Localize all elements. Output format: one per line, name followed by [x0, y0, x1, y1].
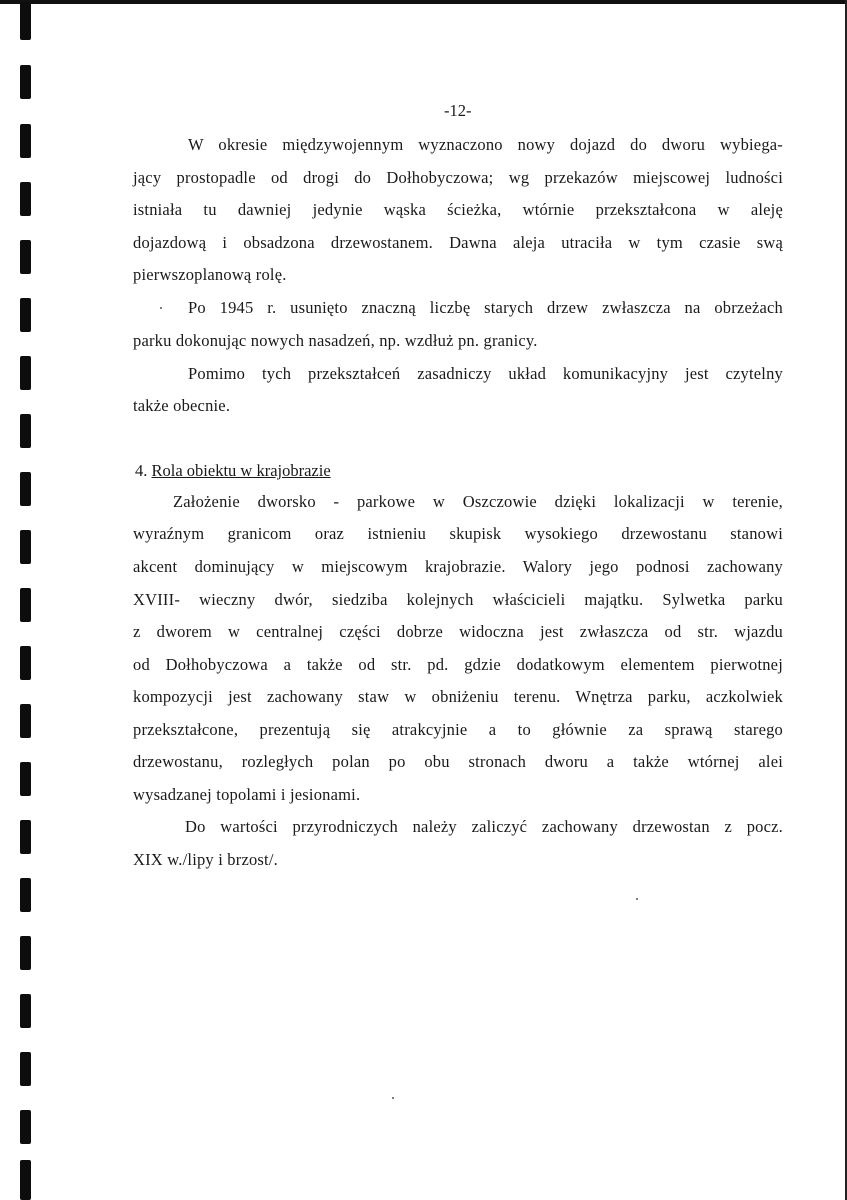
page-top-edge	[0, 0, 847, 4]
binding-hole	[20, 1052, 31, 1086]
text-line: drzewostanu, rozległych polan po obu stronach dworu a także wtórnej alei	[133, 752, 783, 771]
binding-hole	[20, 298, 31, 332]
binding-holes	[0, 0, 40, 1200]
section-heading	[135, 461, 331, 481]
text-line: kompozycji jest zachowany staw w obniżeniu terenu. Wnętrza parku, aczkolwiek	[133, 687, 783, 706]
binding-hole	[20, 820, 31, 854]
text-line: dojazdową i obsadzona drzewostanem. Dawna aleja utraciła w tym czasie swą	[133, 233, 783, 252]
text-line: pierwszoplanową rolę.	[133, 265, 287, 284]
binding-hole	[20, 530, 31, 564]
binding-hole	[20, 762, 31, 796]
text-line: wysadzanej topolami i jesionami.	[133, 785, 361, 804]
binding-hole	[20, 878, 31, 912]
binding-hole	[20, 414, 31, 448]
section-title: Rola obiektu w krajobrazie	[151, 461, 331, 480]
scan-speck	[160, 307, 162, 309]
text-line: Do wartości przyrodniczych należy zaliczyć zachowany drzewostan z pocz.	[185, 817, 783, 836]
text-line: XVIII- wieczny dwór, siedziba kolejnych właścicieli majątku. Sylwetka parku	[133, 590, 783, 609]
binding-hole	[20, 2, 31, 40]
binding-hole	[20, 704, 31, 738]
text-line: istniała tu dawniej jedynie wąska ścieżka, wtórnie przekształcona w aleję	[133, 200, 783, 219]
text-line: od Dołhobyczowa a także od str. pd. gdzie dodatkowym elementem pierwotnej	[133, 655, 783, 674]
binding-hole	[20, 936, 31, 970]
text-line: Pomimo tych przekształceń zasadniczy układ komunikacyjny jest czytelny	[188, 364, 783, 383]
text-line: z dworem w centralnej części dobrze widoczna jest zwłaszcza od str. wjazdu	[133, 622, 783, 641]
text-line: akcent dominujący w miejscowym krajobrazie. Walory jego podnosi zachowany	[133, 557, 783, 576]
text-line: Po 1945 r. usunięto znaczną liczbę starych drzew zwłaszcza na obrzeżach	[188, 298, 783, 317]
text-line: przekształcone, prezentują się atrakcyjnie a to głównie za sprawą starego	[133, 720, 783, 739]
text-line: także obecnie.	[133, 396, 231, 415]
binding-hole	[20, 994, 31, 1028]
page-number: -12-	[444, 101, 472, 120]
binding-hole	[20, 588, 31, 622]
text-line: wyraźnym granicom oraz istnieniu skupisk wysokiego drzewostanu stanowi	[133, 524, 783, 543]
text-line: XIX w./lipy i brzost/.	[133, 850, 278, 869]
binding-hole	[20, 240, 31, 274]
scan-speck	[636, 898, 638, 900]
section-number: 4.	[135, 461, 148, 480]
binding-hole	[20, 472, 31, 506]
scan-speck	[392, 1097, 394, 1099]
text-line: parku dokonując nowych nasadzeń, np. wzdłuż pn. granicy.	[133, 331, 538, 350]
binding-hole	[20, 646, 31, 680]
text-line: jący prostopadle od drogi do Dołhobyczowa; wg przekazów miejscowej ludności	[133, 168, 783, 187]
binding-hole	[20, 1160, 31, 1200]
binding-hole	[20, 182, 31, 216]
binding-hole	[20, 65, 31, 99]
binding-hole	[20, 1110, 31, 1144]
binding-hole	[20, 124, 31, 158]
binding-hole	[20, 356, 31, 390]
text-line: W okresie międzywojennym wyznaczono nowy dojazd do dworu wybiega-	[188, 135, 783, 154]
text-line: Założenie dworsko - parkowe w Oszczowie dzięki lokalizacji w terenie,	[173, 492, 783, 511]
